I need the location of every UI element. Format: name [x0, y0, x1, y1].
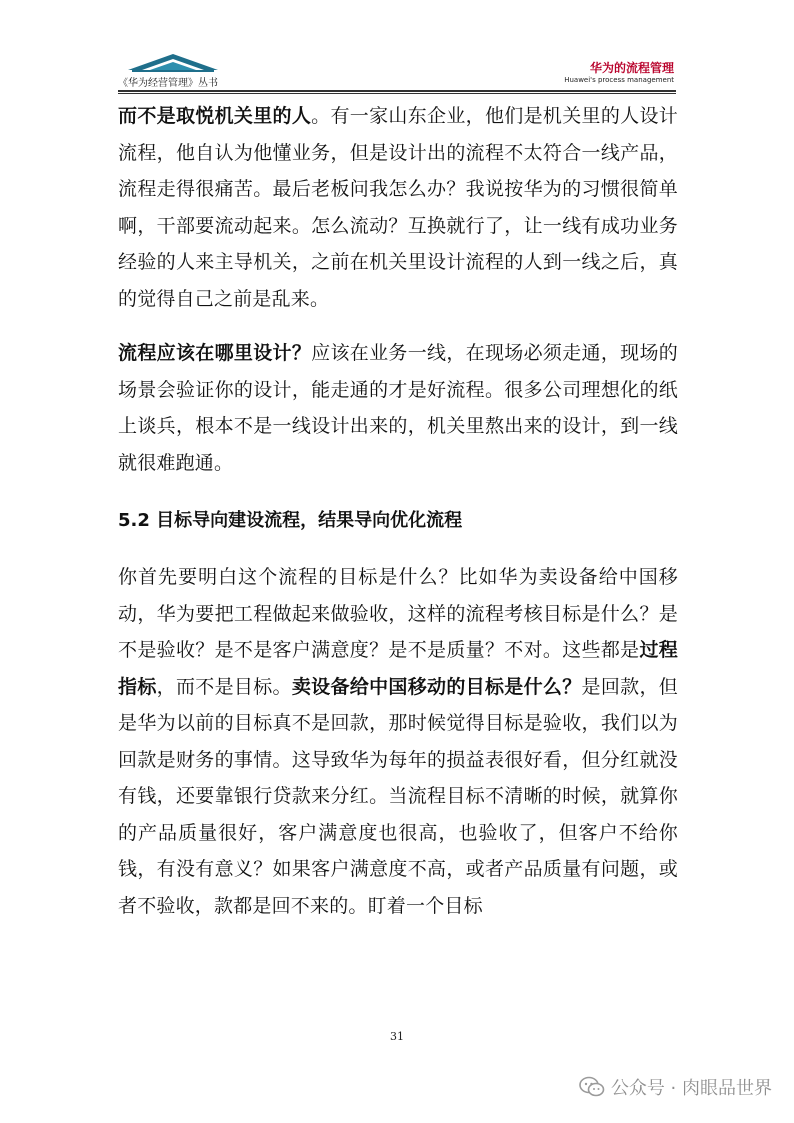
emphasis-text: 流程应该在哪里设计？	[118, 342, 312, 364]
section-heading: 5.2 目标导向建设流程，结果导向优化流程	[118, 510, 463, 531]
wechat-icon	[579, 1076, 605, 1098]
header-rule	[118, 90, 676, 92]
emphasis-text: 过程指标	[118, 639, 678, 698]
paragraph	[118, 559, 678, 924]
paragraph	[118, 98, 678, 317]
page-header	[118, 50, 676, 94]
watermark-text: 公众号 · 肉眼品世界	[610, 1078, 772, 1099]
series-title: 《华为经营管理》丛书	[118, 78, 218, 89]
watermark	[579, 1074, 772, 1100]
paragraph	[118, 335, 678, 481]
paragraph-text: 你首先要明白这个流程的目标是什么？比如华为卖设备给中国移动，华为要把工程做起来做验收，这样的流程考核目标是什么？是不是验收？是不是客户满意度？是不是质量？不对。这些都是	[118, 566, 678, 661]
paragraph-text: 应该在业务一线，在现场必须走通，现场的场景会验证你的设计，能走通的才是好流程。很多公司理想化的纸上谈兵，根本不是一线设计出来的，机关里熬出来的设计，到一线就很难跑通。	[118, 342, 678, 474]
page-body	[118, 98, 678, 924]
paragraph-text: 是回款，但是华为以前的目标真不是回款，那时候觉得目标是验收，我们以为回款是财务的事情。这导致华为每年的损益表很好看，但分红就没有钱，还要靠银行贷款来分红。当流程目标不清晰的时候，就算你的产品质量很好，客户满意度也很高，也验收了，但客户不给你钱，有没有意义？如果客户满意度不高，或者产品质量有问题，或者不验收，款都是回不来的。盯着一个目标	[118, 675, 678, 917]
building-logo-icon	[128, 50, 218, 74]
paragraph-text: 。有一家山东企业，他们是机关里的人设计流程，他自认为他懂业务，但是设计出的流程不太符合一线产品，流程走得很痛苦。最后老板问我怎么办？我说按华为的习惯很简单啊，干部要流动起来。怎么流动？互换就行了，让一线有成功业务经验的人来主导机关，之前在机关里设计流程的人到一线之后，真的觉得自己之前是乱来。	[118, 105, 678, 310]
emphasis-text: 而不是取悦机关里的人	[118, 105, 312, 127]
emphasis-text: 卖设备给中国移动的目标是什么？	[291, 675, 582, 698]
header-rule-thin	[118, 93, 676, 94]
paragraph-text: ，而不是目标。	[156, 675, 292, 698]
brand-title: 华为的流程管理	[589, 61, 674, 75]
page-number: 31	[390, 1030, 404, 1043]
brand-subtitle: Huawei's process management	[564, 76, 674, 84]
